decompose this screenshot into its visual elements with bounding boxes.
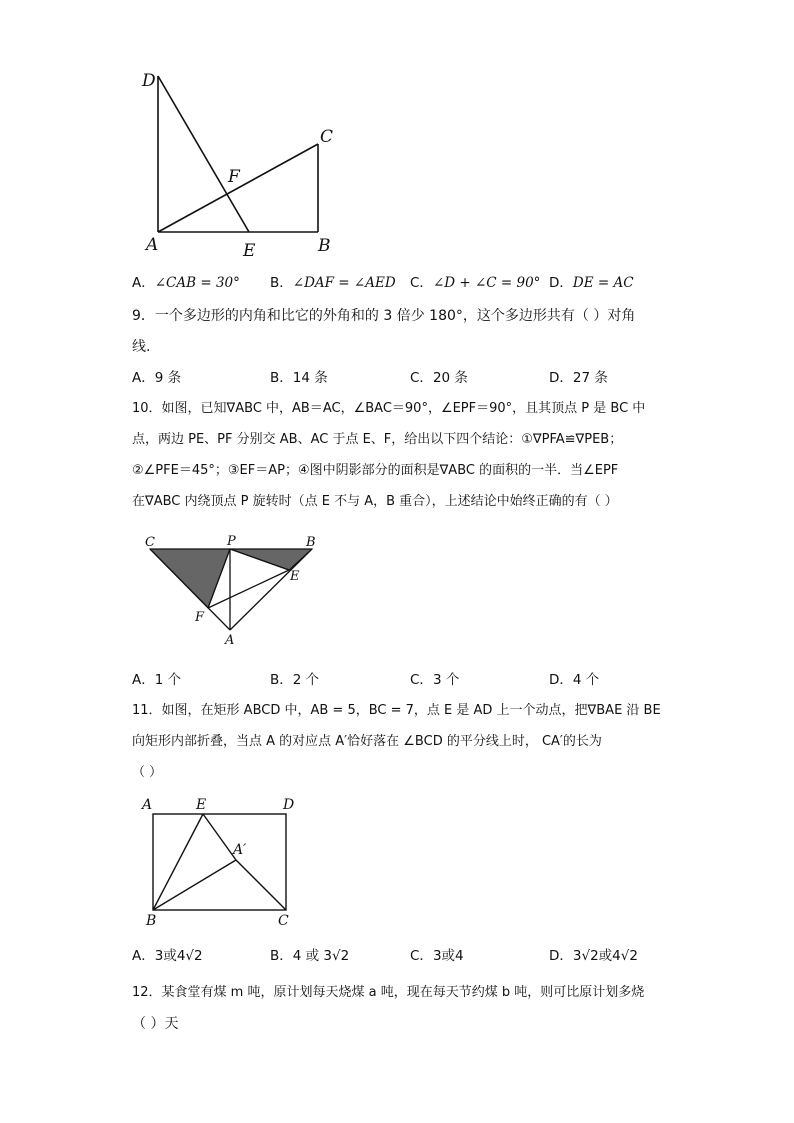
- q10-label-B: B: [306, 535, 316, 550]
- q11-label-C: C: [278, 913, 289, 929]
- q10-option-c: C．3 个: [410, 672, 460, 688]
- q9-option-d: D．27 条: [549, 370, 608, 386]
- q9-option-c: C．20 条: [410, 370, 468, 386]
- label-D: D: [142, 71, 156, 91]
- label-B: B: [318, 236, 331, 256]
- label-C: C: [320, 127, 334, 147]
- label-E: E: [243, 241, 256, 261]
- q11-label-D: D: [283, 797, 295, 813]
- q12-line-2: （ ）天: [132, 1016, 179, 1032]
- q11-line-3: （ ）: [132, 765, 163, 780]
- q9-line-1: 9．一个多边形的内角和比它的外角和的 3 倍少 180°，这个多边形共有（ ）对角: [132, 308, 636, 324]
- q11-line-1: 11．如图，在矩形 ABCD 中，AB = 5，BC = 7，点 E 是 AD 上一个动点，把∇BAE 沿 BE: [132, 703, 661, 718]
- q10-option-a: A．1 个: [132, 672, 182, 688]
- rectangle-ABCD: [153, 814, 286, 910]
- q8-option-c: C．∠D + ∠C = 90°: [410, 275, 541, 291]
- segment-EA2: [203, 814, 236, 860]
- label-A: A: [146, 235, 159, 255]
- q8-option-d: D．DE = AC: [549, 275, 634, 291]
- q9-line-2: 线.: [132, 339, 151, 355]
- q8-option-b: B．∠DAF = ∠AED: [270, 275, 396, 291]
- q8-option-a: A．∠CAB = 30°: [132, 275, 240, 291]
- q11-option-b: B．4 或 3√2: [270, 948, 350, 964]
- q10-line-1: 10．如图，已知∇ABC 中，AB＝AC，∠BAC＝90°，∠EPF＝90°，且其顶点 P 是 BC 中: [132, 401, 646, 416]
- q10-label-P: P: [227, 534, 236, 549]
- q10-option-d: D．4 个: [549, 672, 600, 688]
- q10-label-A: A: [225, 633, 235, 648]
- q10-line-3: ②∠PFE＝45°；③EF＝AP；④图中阴影部分的面积是∇ABC 的面积的一半．当∠EPF: [132, 463, 619, 478]
- q10-line-4: 在∇ABC 内绕顶点 P 旋转时（点 E 不与 A，B 重合），上述结论中始终正确的有（ ）: [132, 494, 618, 509]
- segment-A2C: [236, 860, 286, 910]
- q11-label-B: B: [146, 913, 157, 929]
- q9-option-b: B．14 条: [270, 370, 328, 386]
- q11-label-A-prime: A′: [233, 842, 247, 858]
- q11-option-d: D．3√2或4√2: [549, 948, 638, 964]
- label-F: F: [228, 167, 240, 187]
- q10-label-E: E: [290, 569, 300, 584]
- q10-label-C: C: [145, 535, 155, 550]
- q11-line-2: 向矩形内部折叠，当点 A 的对应点 A′恰好落在 ∠BCD 的平分线上时， CA′的长为: [132, 734, 602, 749]
- q10-option-b: B．2 个: [270, 672, 320, 688]
- q10-label-F: F: [195, 610, 205, 625]
- q10-line-2: 点，两边 PE、PF 分别交 AB、AC 于点 E、F，给出以下四个结论：①∇PFA≌∇PEB；: [132, 432, 623, 447]
- q11-label-A: A: [142, 797, 153, 813]
- q11-label-E: E: [196, 797, 207, 813]
- q12-line-1: 12．某食堂有煤 m 吨，原计划每天烧煤 a 吨，现在每天节约煤 b 吨，则可比原计划多烧: [132, 985, 645, 1000]
- q11-option-c: C．3或4: [410, 948, 464, 964]
- q11-option-a: A．3或4√2: [132, 948, 203, 964]
- q9-option-a: A．9 条: [132, 370, 182, 386]
